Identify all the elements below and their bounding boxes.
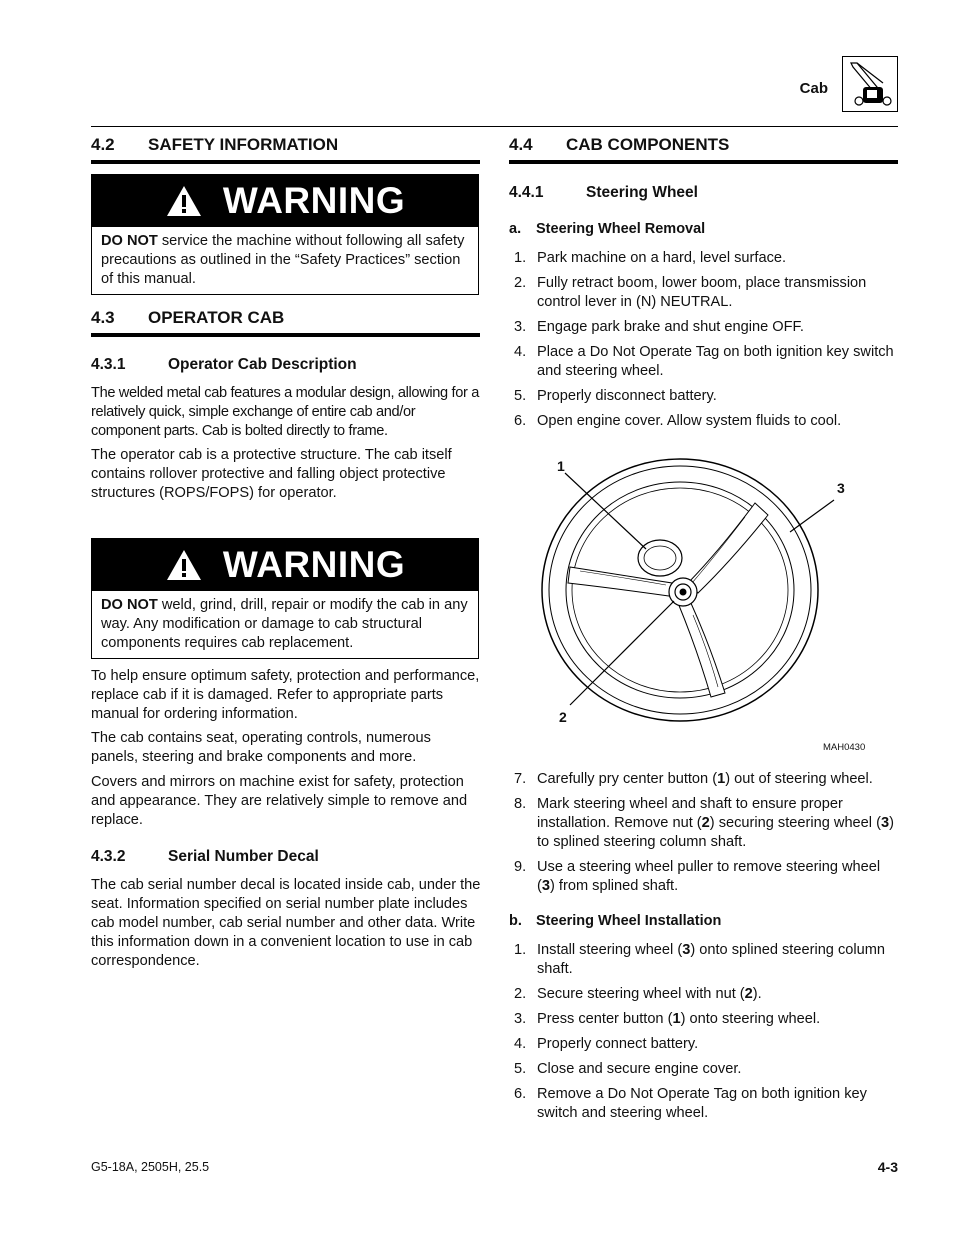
subsection-heading-4-4-1: 4.4.1 Steering Wheel (509, 184, 698, 201)
step-text: ) onto splined steering column shaft. (537, 942, 886, 977)
warning-triangle-icon (165, 548, 203, 582)
step-text: ). (752, 986, 762, 1002)
list-item (509, 1035, 901, 1054)
procedure-heading-installation: b. Steering Wheel Installation (509, 913, 722, 929)
list-item (509, 770, 901, 789)
step-text: ) to splined steering column shaft. (537, 815, 894, 850)
warning-box (91, 174, 479, 295)
callout-reference: 3 (880, 815, 890, 831)
paragraph: The cab serial number decal is located inside cab, under the seat. Information specified on serial number plate includes cab model number, cab serial number and other data. Write this information down in a convenient location to use in cab correspondence. (91, 877, 481, 969)
step-text: Properly disconnect battery. (537, 388, 717, 404)
machine-cab-icon (842, 56, 898, 112)
document-number: G5-18A, 2505H, 25.5 (91, 1160, 210, 1174)
list-item (509, 387, 901, 406)
step-number: 3. (514, 1011, 527, 1027)
warning-header (92, 175, 478, 227)
list-item (509, 858, 901, 896)
header-rule (91, 126, 898, 127)
paragraph: The welded metal cab features a modular design, allowing for a relatively quick, simple exchange of entire cab and/or component parts. Cab is bolted directly to frame. (91, 385, 479, 439)
step-text: ) securing steering wheel ( (709, 815, 881, 831)
list-item (509, 249, 901, 268)
subsection-heading-4-3-1: 4.3.1 Operator Cab Description (91, 356, 357, 373)
paragraph: Covers and mirrors on machine exist for safety, protection and appearance. They are relatively simple to remove and replace. (91, 774, 468, 828)
section-heading-4-2: 4.2 SAFETY INFORMATION (91, 135, 339, 154)
list-item (509, 941, 901, 979)
warning-title: WARNING (222, 180, 406, 221)
step-number: 6. (514, 413, 527, 429)
removal-steps-list-continued (509, 770, 901, 902)
step-number: 1. (514, 250, 527, 266)
step-number: 4. (514, 344, 527, 360)
paragraph: The operator cab is a protective structure. The cab itself contains rollover protective and falling object protective structures (ROPS/FOPS) for operator. (91, 447, 452, 501)
step-text: Carefully pry center button ( (537, 771, 718, 787)
step-number: 8. (514, 796, 527, 812)
section-heading-4-4: 4.4 CAB COMPONENTS (509, 135, 730, 154)
callout-reference: 3 (682, 942, 691, 958)
list-item (509, 412, 901, 431)
paragraph: To help ensure optimum safety, protection and performance, replace cab if it is damaged. Refer to appropriate parts manual for ordering information. (91, 668, 480, 722)
section-heading-4-3: 4.3 OPERATOR CAB (91, 308, 285, 327)
step-number: 3. (514, 319, 527, 335)
warning-text: DO NOT service the machine without following all safety precautions as outlined in the “Safety Practices” section of this manual. (101, 233, 465, 287)
step-text: ) out of steering wheel. (725, 771, 873, 787)
callout-reference: 2 (744, 986, 753, 1002)
step-text: Secure steering wheel with nut ( (537, 986, 745, 1002)
section-rule (91, 333, 480, 337)
procedure-heading-removal: a. Steering Wheel Removal (509, 221, 706, 237)
step-text: Fully retract boom, lower boom, place transmission control lever in (N) NEUTRAL. (537, 275, 867, 310)
step-text: ) onto steering wheel. (680, 1011, 821, 1027)
step-text: Properly connect battery. (537, 1036, 699, 1052)
callout-reference: 1 (717, 771, 726, 787)
callout-reference: 3 (541, 878, 550, 894)
callout-reference: 2 (701, 815, 710, 831)
step-number: 2. (514, 986, 527, 1002)
section-rule (91, 160, 480, 164)
list-item (509, 1060, 901, 1079)
list-item (509, 343, 901, 381)
step-text: Place a Do Not Operate Tag on both ignition key switch and steering wheel. (537, 344, 894, 379)
step-text: Engage park brake and shut engine OFF. (537, 319, 804, 335)
step-number: 5. (514, 388, 527, 404)
list-item (509, 985, 901, 1004)
step-text: ) from splined shaft. (550, 878, 679, 894)
warning-box (91, 538, 479, 659)
figure-code: MAH0430 (823, 742, 866, 753)
section-label: Cab (799, 80, 828, 97)
installation-steps-list (509, 941, 901, 1129)
step-text: Mark steering wheel and shaft to ensure proper installation. Remove nut ( (537, 796, 843, 831)
paragraph: The cab contains seat, operating controls, numerous panels, steering and brake components and more. (91, 730, 431, 765)
step-text: Press center button ( (537, 1011, 673, 1027)
step-number: 6. (514, 1086, 527, 1102)
step-text: Use a steering wheel puller to remove steering wheel ( (537, 859, 881, 894)
removal-steps-list (509, 249, 901, 437)
step-number: 7. (514, 771, 527, 787)
list-item (509, 318, 901, 337)
step-number: 9. (514, 859, 527, 875)
callout-2: 2 (559, 709, 567, 725)
callout-1: 1 (557, 458, 565, 474)
step-text: Remove a Do Not Operate Tag on both ignition key switch and steering wheel. (537, 1086, 867, 1121)
step-number: 4. (514, 1036, 527, 1052)
step-text: Install steering wheel ( (537, 942, 683, 958)
warning-title: WARNING (222, 544, 406, 585)
steering-wheel-illustration (540, 455, 870, 755)
list-item (509, 1010, 901, 1029)
list-item (509, 1085, 901, 1123)
page-number: 4-3 (877, 1159, 898, 1175)
step-text: Park machine on a hard, level surface. (537, 250, 787, 266)
warning-text: DO NOT weld, grind, drill, repair or modify the cab in any way. Any modification or damage to cab structural components requires cab replacement. (101, 597, 468, 651)
step-number: 5. (514, 1061, 527, 1077)
callout-3: 3 (837, 480, 845, 496)
callout-reference: 1 (672, 1011, 681, 1027)
steering-wheel-figure (540, 455, 870, 755)
warning-header (92, 539, 478, 591)
list-item (509, 795, 901, 852)
step-text: Open engine cover. Allow system fluids to cool. (537, 413, 842, 429)
section-rule (509, 160, 898, 164)
warning-triangle-icon (165, 184, 203, 218)
list-item (509, 274, 901, 312)
subsection-heading-4-3-2: 4.3.2 Serial Number Decal (91, 848, 319, 865)
step-text: Close and secure engine cover. (537, 1061, 742, 1077)
step-number: 2. (514, 275, 527, 291)
step-number: 1. (514, 942, 527, 958)
